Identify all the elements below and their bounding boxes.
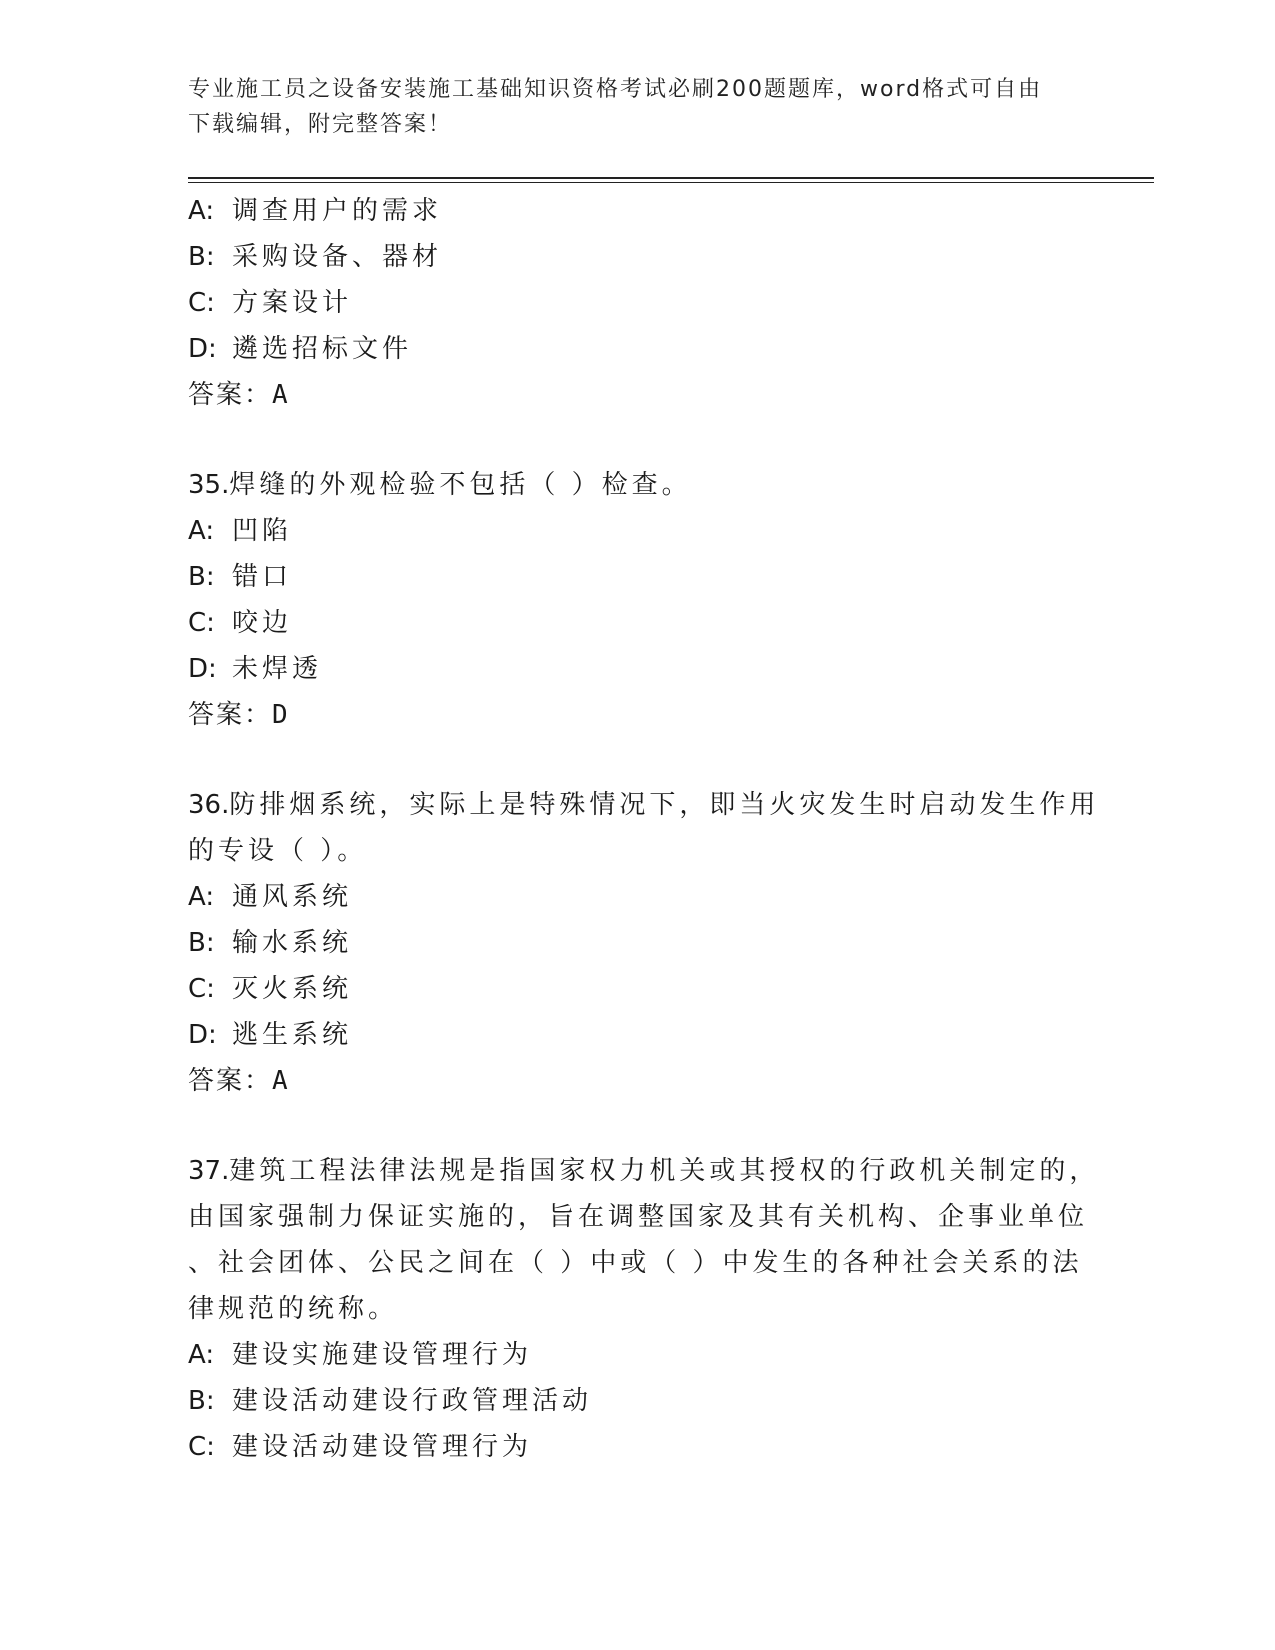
option-text: 灭火系统 xyxy=(232,974,353,1004)
header-divider-thick xyxy=(188,177,1154,179)
document-header xyxy=(188,72,1068,142)
question-list xyxy=(188,188,1100,1470)
question-37-block xyxy=(188,1148,1100,1470)
option-label: C: xyxy=(188,1432,215,1462)
option-label: B: xyxy=(188,562,215,592)
spacer xyxy=(188,1104,1088,1148)
option-label: D: xyxy=(188,334,217,364)
header-title-line-2: 下载编辑，附完整答案！ xyxy=(188,112,453,137)
option-text: 建设活动建设行政管理活动 xyxy=(232,1386,593,1416)
option-label: C: xyxy=(188,288,215,318)
question-34-block xyxy=(188,188,1088,418)
option-label: D: xyxy=(188,1020,217,1050)
spacer xyxy=(188,418,1088,462)
option-text: 输水系统 xyxy=(232,928,353,958)
question-36-option-a xyxy=(188,874,1088,920)
option-text: 未焊透 xyxy=(232,654,323,684)
answer-label: 答案： xyxy=(188,380,273,410)
option-text: 方案设计 xyxy=(232,288,353,318)
question-number: 35. xyxy=(188,470,230,500)
option-label: C: xyxy=(188,974,215,1004)
question-line: 的专设（ ）。 xyxy=(188,836,368,866)
question-35-block xyxy=(188,462,1088,738)
question-36-option-c xyxy=(188,966,1088,1012)
question-34-option-d xyxy=(188,326,1088,372)
option-text: 咬边 xyxy=(232,608,293,638)
question-34-option-a xyxy=(188,188,1088,234)
answer-value: A xyxy=(272,1066,289,1096)
question-34-option-b xyxy=(188,234,1088,280)
option-text: 凹陷 xyxy=(232,516,293,546)
question-36-answer xyxy=(188,1058,1088,1104)
question-line: 建筑工程法律法规是指国家权力机关或其授权的行政机关制定的， xyxy=(229,1156,1100,1186)
question-36-option-b xyxy=(188,920,1088,966)
header-title-line-1: 专业施工员之设备安装施工基础知识资格考试必刷200题题库，word格式可自由 xyxy=(188,77,1043,102)
question-35-option-b xyxy=(188,554,1088,600)
question-36-option-d xyxy=(188,1012,1088,1058)
question-number: 37. xyxy=(188,1156,230,1186)
answer-label: 答案： xyxy=(188,700,273,730)
question-line: 防排烟系统，实际上是特殊情况下，即当火灾发生时启动发生作用 xyxy=(229,790,1100,820)
question-35-option-c xyxy=(188,600,1088,646)
question-35-text xyxy=(188,462,1088,508)
answer-value: D xyxy=(272,700,289,730)
question-34-answer xyxy=(188,372,1088,418)
question-35-option-a xyxy=(188,508,1088,554)
option-text: 调查用户的需求 xyxy=(232,196,443,226)
question-line: 焊缝的外观检验不包括（ ）检查。 xyxy=(229,470,692,500)
option-label: A: xyxy=(188,1340,215,1370)
question-36-text xyxy=(188,782,1100,874)
question-35-option-d xyxy=(188,646,1088,692)
spacer xyxy=(188,738,1088,782)
option-text: 建设活动建设管理行为 xyxy=(232,1432,533,1462)
option-label: A: xyxy=(188,196,215,226)
option-label: B: xyxy=(188,242,215,272)
question-line: 、社会团体、公民之间在（ ）中或（ ）中发生的各种社会关系的法 xyxy=(188,1248,1083,1278)
option-label: D: xyxy=(188,654,217,684)
option-label: A: xyxy=(188,882,215,912)
question-37-text xyxy=(188,1148,1100,1332)
option-text: 采购设备、器材 xyxy=(232,242,443,272)
option-text: 遴选招标文件 xyxy=(232,334,413,364)
option-text: 错口 xyxy=(232,562,293,592)
option-label: B: xyxy=(188,928,215,958)
question-35-answer xyxy=(188,692,1088,738)
answer-value: A xyxy=(272,380,289,410)
header-divider-thin xyxy=(188,182,1154,183)
question-37-option-c xyxy=(188,1424,1088,1470)
option-text: 通风系统 xyxy=(232,882,353,912)
question-number: 36. xyxy=(188,790,230,820)
question-34-option-c xyxy=(188,280,1088,326)
answer-label: 答案： xyxy=(188,1066,273,1096)
question-37-option-b xyxy=(188,1378,1088,1424)
question-36-block xyxy=(188,782,1100,1104)
question-line: 由国家强制力保证实施的，旨在调整国家及其有关机构、企事业单位 xyxy=(188,1202,1089,1232)
question-line: 律规范的统称。 xyxy=(188,1294,399,1324)
option-label: A: xyxy=(188,516,215,546)
option-text: 建设实施建设管理行为 xyxy=(232,1340,533,1370)
option-label: B: xyxy=(188,1386,215,1416)
option-text: 逃生系统 xyxy=(232,1020,353,1050)
question-37-option-a xyxy=(188,1332,1088,1378)
option-label: C: xyxy=(188,608,215,638)
